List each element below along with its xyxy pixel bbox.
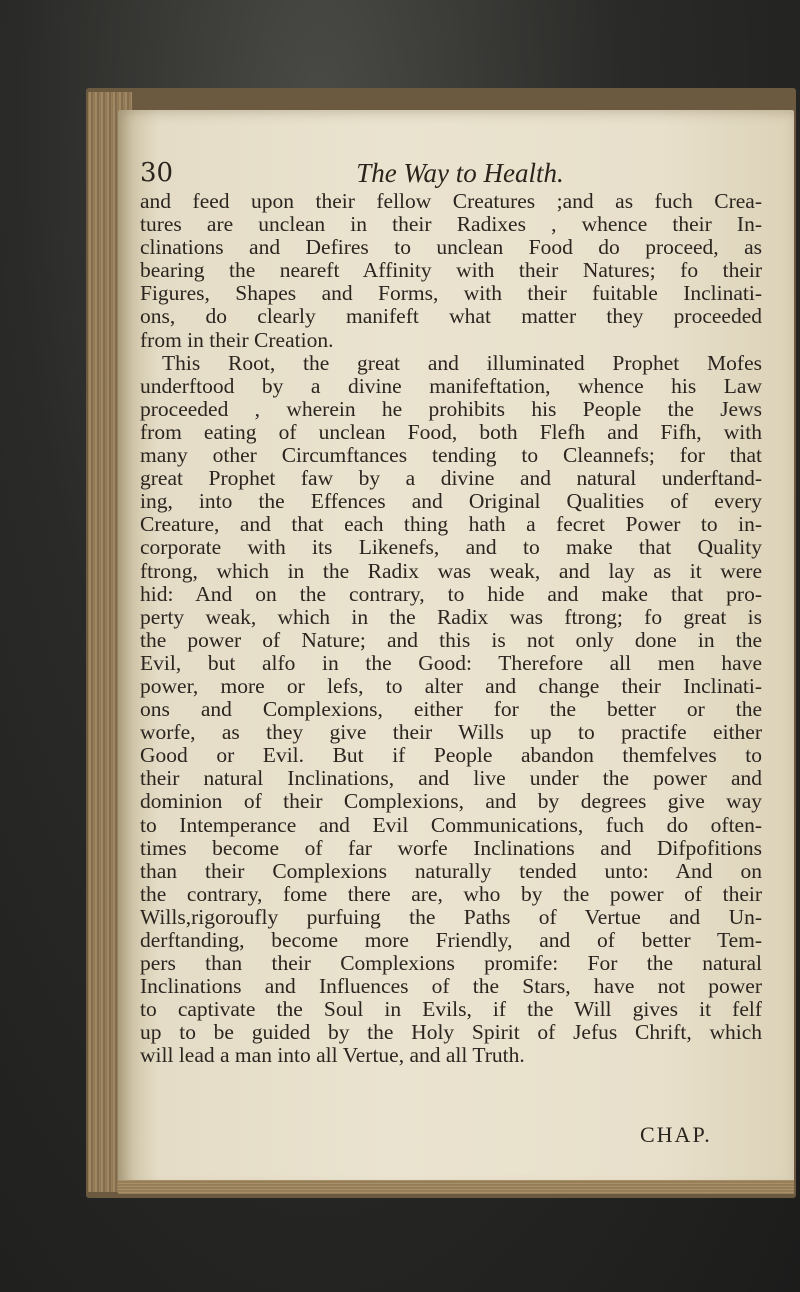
text-line: ing, into the Effences and Original Qualities of every — [140, 490, 762, 514]
text-line: hid: And on the contrary, to hide and make that pro- — [140, 582, 762, 606]
text-line: from eating of unclean Food, both Flefh and Fifh, with — [140, 420, 762, 444]
text-line: Inclinations and Influences of the Stars, have not power — [140, 975, 762, 999]
text-line: This Root, the great and illuminated Prophet Mofes — [162, 351, 762, 375]
text-line: underftood by a divine manifeftation, whence his Law — [140, 374, 762, 398]
text-line: their natural Inclinations, and live under the power and — [140, 767, 762, 791]
text-line: dominion of their Complexions, and by degrees give way — [140, 790, 762, 814]
text-line: tures are unclean in their Radixes , whence their In- — [140, 213, 762, 237]
text-line: times become of far worfe Inclinations and Difpofitions — [140, 836, 762, 860]
text-line: pers than their Complexions promife: For the natural — [140, 952, 762, 976]
text-line: great Prophet faw by a divine and natural underftand- — [140, 467, 762, 491]
page-header — [140, 158, 760, 194]
text-line: power, more or lefs, to alter and change their Inclinati- — [140, 674, 762, 698]
text-line: from in their Creation. — [140, 328, 334, 352]
text-line: will lead a man into all Vertue, and all Truth. — [140, 1044, 525, 1068]
text-line: Creature, and that each thing hath a fecret Power to in- — [140, 513, 762, 537]
text-line: Figures, Shapes and Forms, with their fuitable Inclinati- — [140, 282, 762, 306]
text-line: ons and Complexions, either for the better or the — [140, 698, 762, 722]
text-line: the power of Nature; and this is not only done in the — [140, 628, 762, 652]
text-line: Good or Evil. But if People abandon themfelves to — [140, 744, 762, 768]
text-line: corporate with its Likenefs, and to make that Quality — [140, 536, 762, 560]
text-line: up to be guided by the Holy Spirit of Jefus Chrift, which — [140, 1021, 762, 1045]
text-line: worfe, as they give their Wills up to practife either — [140, 721, 762, 745]
text-line: many other Circumftances tending to Cleannefs; for that — [140, 444, 762, 468]
text-line: and feed upon their fellow Creatures ;and as fuch Crea- — [140, 190, 762, 213]
text-line: than their Complexions naturally tended unto: And on — [140, 859, 762, 883]
text-line: ons, do clearly manifeft what matter they proceeded — [140, 305, 762, 329]
text-line: to captivate the Soul in Evils, if the Will gives it felf — [140, 998, 762, 1022]
text-line: Wills,rigoroufly purfuing the Paths of Vertue and Un- — [140, 905, 762, 929]
text-line: derftanding, become more Friendly, and of better Tem- — [140, 929, 762, 952]
text-line: ftrong, which in the Radix was weak, and lay as it were — [140, 559, 762, 583]
text-line: bearing the neareft Affinity with their Natures; fo their — [140, 259, 762, 283]
text-line: the contrary, fome there are, who by the power of their — [140, 882, 762, 906]
page-number: 30 — [140, 158, 174, 188]
text-line: clinations and Defires to unclean Food do proceed, as — [140, 236, 762, 260]
text-line: proceeded , wherein he prohibits his People the Jews — [140, 397, 762, 421]
text-line: to Intemperance and Evil Communications, fuch do often- — [140, 813, 762, 837]
bottom-page-edges — [118, 1180, 794, 1194]
running-head: The Way to Health. — [356, 158, 564, 188]
text-line: perty weak, which in the Radix was ftrong; fo great is — [140, 605, 762, 629]
body-text — [140, 190, 762, 1068]
catchword: CHAP. — [640, 1122, 712, 1147]
text-line: Evil, but alfo in the Good: Therefore all men have — [140, 651, 762, 675]
